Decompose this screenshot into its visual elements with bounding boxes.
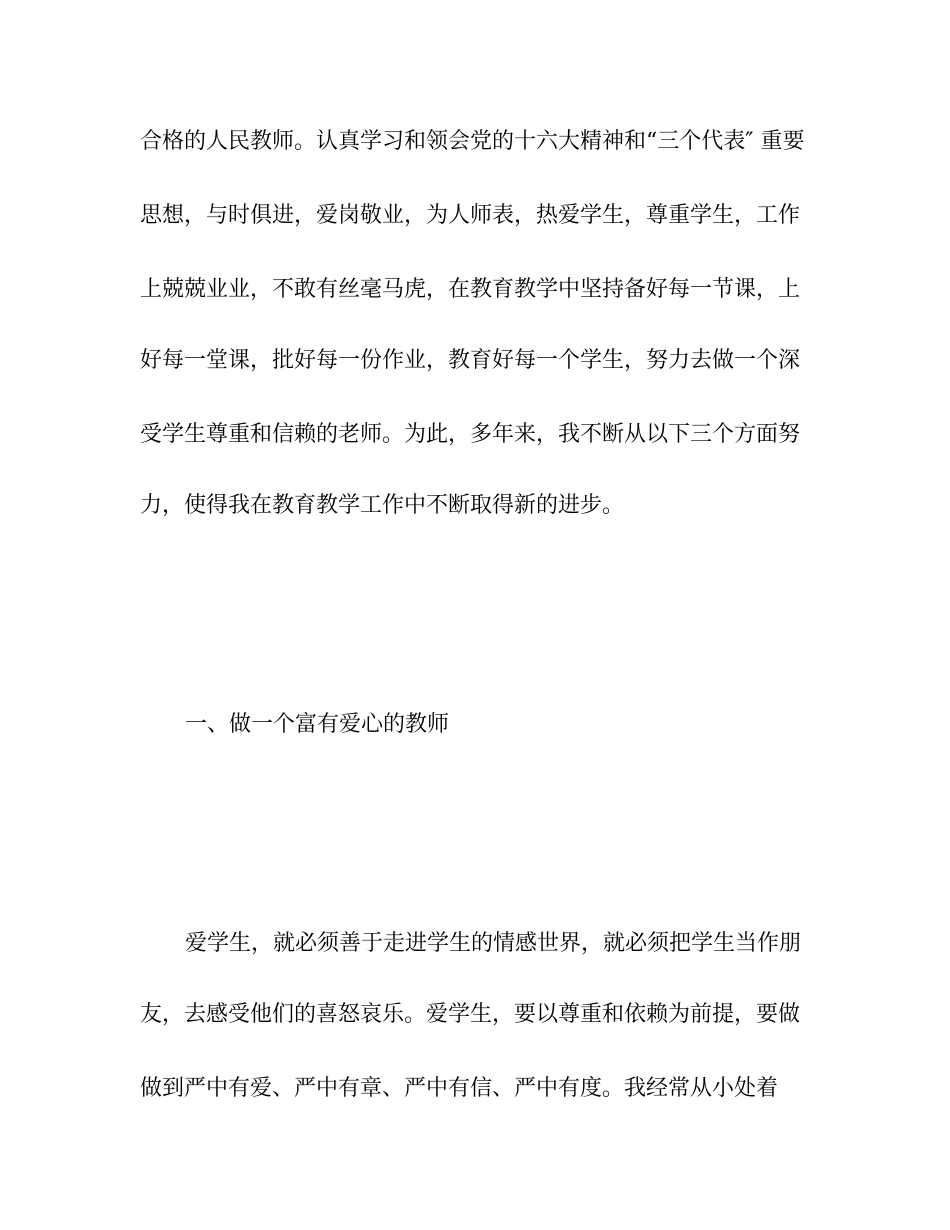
text-line: 友，去感受他们的喜怒哀乐。爱学生，要以尊重和依赖为前提，要做: [140, 1002, 801, 1027]
text-line: 受学生尊重和信赖的老师。为此，多年来，我不断从以下三个方面努: [140, 422, 801, 447]
text-line: 好每一堂课，批好每一份作业，教育好每一个学生，努力去做一个深: [140, 348, 801, 373]
text-line: 力，使得我在教育教学工作中不断取得新的进步。: [140, 493, 625, 518]
text-line: 做到严中有爱、严中有章、严中有信、严中有度。我经常从小处着: [140, 1076, 779, 1101]
section-heading: 一、做一个富有爱心的教师: [185, 712, 450, 737]
text-line: 爱学生，就必须善于走进学生的情感世界，就必须把学生当作朋: [185, 931, 802, 956]
text-line: 上兢兢业业，不敢有丝毫马虎，在教育教学中坚持备好每一节课，上: [140, 277, 801, 302]
text-line: 合格的人民教师。认真学习和领会党的十六大精神和“三个代表″ 重要: [140, 129, 805, 154]
text-line: 思想，与时俱进，爱岗敬业，为人师表，热爱学生，尊重学生，工作: [140, 203, 801, 228]
